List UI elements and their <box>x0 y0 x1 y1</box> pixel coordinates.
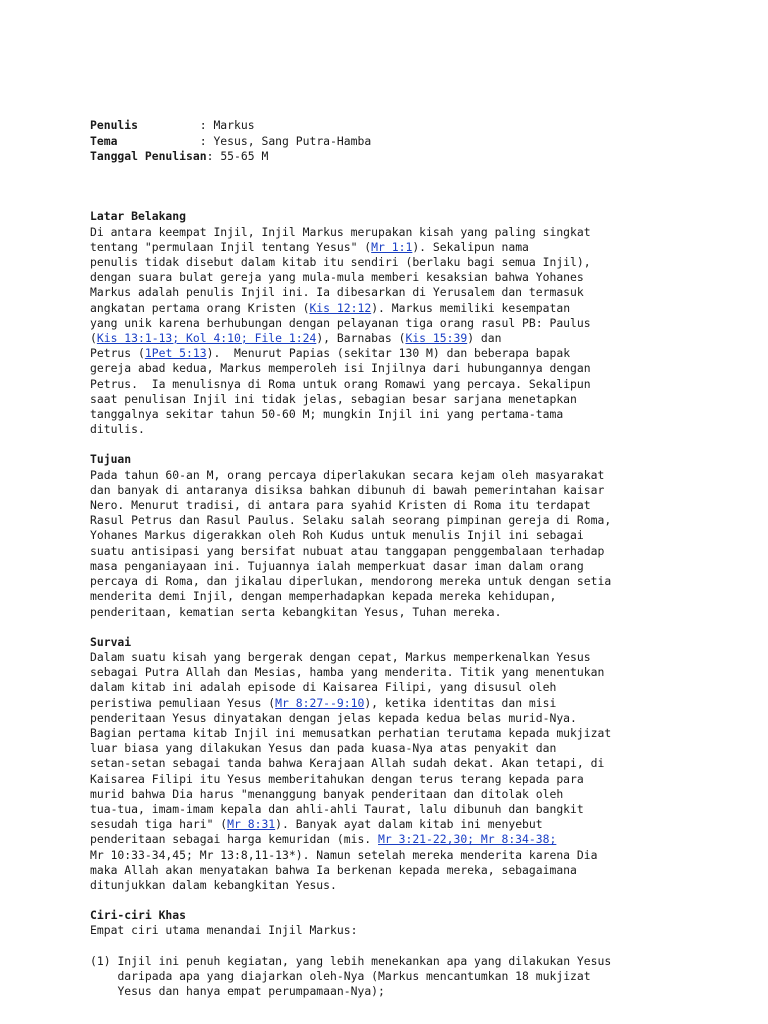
section <box>90 908 750 999</box>
text-line <box>90 923 750 938</box>
text-line <box>90 559 750 574</box>
scripture-reference-link[interactable]: Kis 12:12 <box>309 300 372 315</box>
text-segment: tua-tua, imam-imam kepala dan ahli-ahli Taurat, lalu dibunuh dan bangkit <box>90 801 584 816</box>
text-segment: Yohanes Markus digerakkan oleh Roh Kudus untuk menulis Injil ini sebagai <box>90 528 584 543</box>
text-line <box>90 513 750 528</box>
text-segment: ditulis. <box>90 422 145 437</box>
section-title: Survai <box>90 634 132 649</box>
text-line <box>90 726 750 741</box>
text-segment: peristiwa pemuliaan Yesus ( <box>90 695 276 710</box>
scripture-reference-link[interactable]: Mr 3:21-22,30; Mr 8:34-38; <box>378 832 557 847</box>
text-line <box>90 787 750 802</box>
text-segment: setan-setan sebagai tanda bahwa Kerajaan Allah sudah dekat. Akan tetapi, di <box>90 756 605 771</box>
text-segment: ). Menurut Papias (sekitar 130 M) dan beberapa bapak <box>206 346 571 361</box>
list-indent <box>90 984 117 998</box>
text-segment: angkatan pertama orang Kristen ( <box>90 300 310 315</box>
meta-value: Markus <box>213 118 255 133</box>
list-item-line <box>90 984 750 999</box>
text-segment: gereja abad kedua, Markus memperoleh isi Injilnya dari hubungannya dengan <box>90 361 591 376</box>
meta-row <box>90 118 750 133</box>
text-segment: Petrus ( <box>90 346 145 361</box>
text-segment: penulis tidak disebut dalam kitab itu sendiri (berlaku bagi semua Injil), <box>90 255 591 270</box>
text-line <box>90 240 750 255</box>
text-segment: percaya di Roma, dan jikalau diperlukan, mendorong mereka untuk dengan setia <box>90 574 612 589</box>
list-text: daripada apa yang diajarkan oleh-Nya (Markus mencantumkan 18 mukjizat <box>117 968 591 983</box>
text-segment: dan banyak di antaranya disiksa bahkan dibunuh di bawah pemerintahan kaisar <box>90 482 605 497</box>
text-line <box>90 407 750 422</box>
section-title: Ciri-ciri Khas <box>90 908 187 923</box>
text-line <box>90 270 750 285</box>
text-segment: Bagian pertama kitab Injil ini memusatkan perhatian terutama kepada mukjizat <box>90 725 612 740</box>
text-segment: Pada tahun 60-an M, orang percaya diperlakukan secara kejam oleh masyarakat <box>90 467 605 482</box>
text-line <box>90 832 750 847</box>
text-line <box>90 392 750 407</box>
text-segment: Petrus. Ia menulisnya di Roma untuk orang Romawi yang percaya. Sekalipun <box>90 376 591 391</box>
text-line <box>90 817 750 832</box>
text-segment: tentang "permulaan Injil tentang Yesus" ( <box>90 239 372 254</box>
text-segment: Kaisarea Filipi itu Yesus memberitahukan dengan terus terang kepada para <box>90 771 584 786</box>
text-line <box>90 255 750 270</box>
text-line <box>90 741 750 756</box>
section-title: Tujuan <box>90 452 132 467</box>
text-segment: ). Markus memiliki kesempatan <box>371 300 571 315</box>
text-segment: ) dan <box>467 331 502 346</box>
text-segment: murid bahwa Dia harus "menanggung banyak penderitaan dan ditolak oleh <box>90 786 564 801</box>
text-segment: Di antara keempat Injil, Injil Markus merupakan kisah yang paling singkat <box>90 224 591 239</box>
text-segment: Markus adalah penulis Injil ini. Ia dibesarkan di Yerusalem dan termasuk <box>90 285 584 300</box>
text-line <box>90 346 750 361</box>
text-line <box>90 331 750 346</box>
text-segment: Mr 10:33-34,45; Mr 13:8,11-13*). Namun setelah mereka menderita karena Dia <box>90 847 598 862</box>
text-segment: sebagai Putra Allah dan Mesias, hamba yang menderita. Titik yang menentukan <box>90 665 605 680</box>
text-segment: luar biasa yang dilakukan Yesus dan pada kuasa-Nya atas penyakit dan <box>90 741 557 756</box>
text-line <box>90 316 750 331</box>
text-line <box>90 711 750 726</box>
text-line <box>90 605 750 620</box>
text-line <box>90 498 750 513</box>
text-line <box>90 528 750 543</box>
text-segment: ). Sekalipun nama <box>412 239 529 254</box>
spacer <box>90 939 750 954</box>
text-segment: penderitaan sebagai harga kemuridan (mis. <box>90 832 379 847</box>
document-body <box>90 209 750 999</box>
meta-value: Yesus, Sang Putra-Hamba <box>213 133 372 148</box>
document-metadata <box>90 118 750 164</box>
text-segment: menderita demi Injil, dengan memperhadapkan kepada mereka kehidupan, <box>90 589 557 604</box>
text-segment: dalam kitab ini adalah episode di Kaisarea Filipi, yang disusul oleh <box>90 680 557 695</box>
section <box>90 209 750 437</box>
text-line <box>90 285 750 300</box>
text-segment: Nero. Menurut tradisi, di antara para syahid Kristen di Roma itu terdapat <box>90 498 591 513</box>
text-line <box>90 665 750 680</box>
meta-separator: : <box>206 148 221 163</box>
text-line <box>90 574 750 589</box>
text-line <box>90 377 750 392</box>
text-line <box>90 422 750 437</box>
section <box>90 452 750 619</box>
text-line <box>90 589 750 604</box>
scripture-reference-link[interactable]: Mr 8:31 <box>227 817 276 832</box>
text-segment: tanggalnya sekitar tahun 50-60 M; mungkin Injil ini yang pertama-tama <box>90 407 564 422</box>
text-segment: saat penulisan Injil ini tidak jelas, sebagian besar sarjana menetapkan <box>90 391 577 406</box>
text-line <box>90 848 750 863</box>
text-line <box>90 225 750 240</box>
text-line <box>90 544 750 559</box>
text-line <box>90 680 750 695</box>
text-segment: sesudah tiga hari" ( <box>90 817 228 832</box>
scripture-reference-link[interactable]: 1Pet 5:13 <box>144 346 207 361</box>
list-item-line <box>90 954 750 969</box>
list-text: Injil ini penuh kegiatan, yang lebih menekankan apa yang dilakukan Yesus <box>117 953 612 968</box>
text-segment: ), Barnabas ( <box>316 331 406 346</box>
text-line <box>90 772 750 787</box>
meta-separator: : <box>199 118 214 133</box>
scripture-reference-link[interactable]: Kis 13:1-13; Kol 4:10; File 1:24 <box>96 331 317 346</box>
section <box>90 635 750 893</box>
text-segment: suatu antisipasi yang bersifat nubuat atau tanggapan penggembalaan terhadap <box>90 543 605 558</box>
text-segment: maka Allah akan menyatakan bahwa Ia berkenan kepada mereka, sebagaimana <box>90 862 577 877</box>
text-line <box>90 863 750 878</box>
meta-row <box>90 149 750 164</box>
text-segment: masa penganiayaan ini. Tujuannya ialah memperkuat dasar iman dalam orang <box>90 558 584 573</box>
scripture-reference-link[interactable]: Mr 1:1 <box>371 239 413 254</box>
text-segment: dengan suara bulat gereja yang mula-mula memberi kesaksian bahwa Yohanes <box>90 270 584 285</box>
meta-label: Tanggal Penulisan <box>90 148 207 163</box>
text-line <box>90 650 750 665</box>
meta-label: Penulis <box>90 118 200 133</box>
text-segment: Empat ciri utama menandai Injil Markus: <box>90 923 358 938</box>
list-item-line <box>90 969 750 984</box>
text-segment: ditunjukkan dalam kebangkitan Yesus. <box>90 877 337 892</box>
text-line <box>90 483 750 498</box>
text-segment: ), ketika identitas dan misi <box>364 695 557 710</box>
meta-value: 55-65 M <box>220 148 269 163</box>
text-segment: penderitaan Yesus dinyatakan dengan jelas kepada kedua belas murid-Nya. <box>90 710 577 725</box>
meta-row <box>90 134 750 149</box>
text-line <box>90 756 750 771</box>
meta-label: Tema <box>90 133 200 148</box>
section-title: Latar Belakang <box>90 209 187 224</box>
scripture-reference-link[interactable]: Mr 8:27--9:10 <box>275 695 365 710</box>
text-segment: yang unik karena berhubungan dengan pelayanan tiga orang rasul PB: Paulus <box>90 315 591 330</box>
text-line <box>90 802 750 817</box>
text-line <box>90 361 750 376</box>
text-segment: penderitaan, kematian serta kebangkitan Yesus, Tuhan mereka. <box>90 604 502 619</box>
scripture-reference-link[interactable]: Kis 15:39 <box>405 331 468 346</box>
document-page <box>90 88 750 1015</box>
text-line <box>90 696 750 711</box>
list-text: Yesus dan hanya empat perumpamaan-Nya); <box>117 984 385 999</box>
list-indent <box>90 969 117 983</box>
text-line <box>90 301 750 316</box>
text-line <box>90 468 750 483</box>
meta-separator: : <box>199 133 214 148</box>
text-line <box>90 878 750 893</box>
text-segment: Dalam suatu kisah yang bergerak dengan cepat, Markus memperkenalkan Yesus <box>90 649 591 664</box>
text-segment: Rasul Petrus dan Rasul Paulus. Selaku salah seorang pimpinan gereja di Roma, <box>90 513 612 528</box>
list-marker: (1) <box>90 953 118 968</box>
text-segment: ). Banyak ayat dalam kitab ini menyebut <box>275 817 543 832</box>
text-segment: ( <box>90 331 97 346</box>
